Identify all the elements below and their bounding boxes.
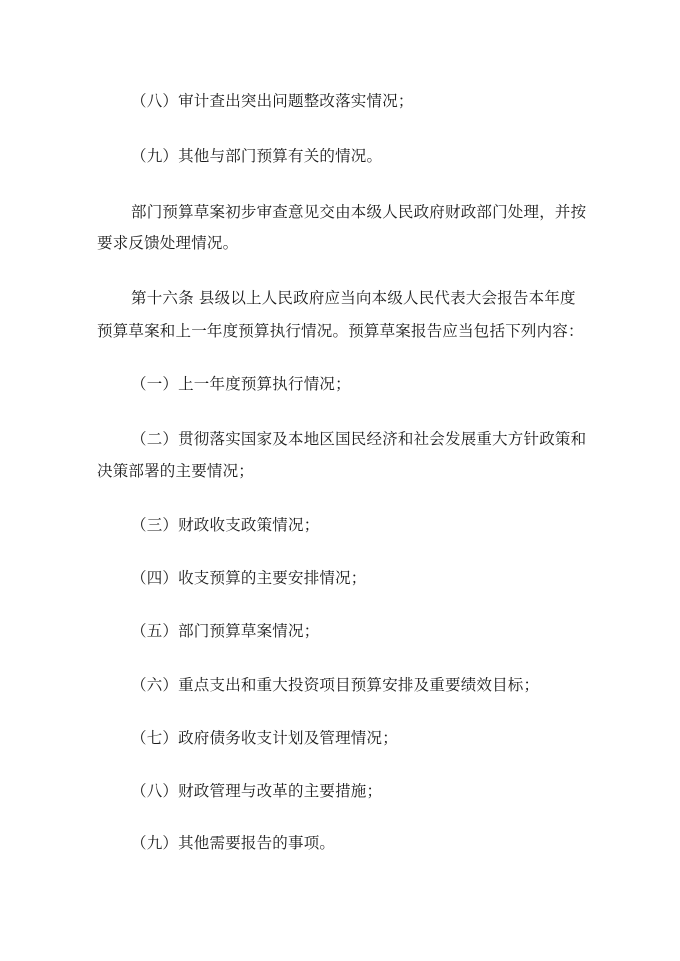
article-16-line-2: 预算草案和上一年度预算执行情况。预算草案报告应当包括下列内容： bbox=[97, 322, 584, 340]
list-item-fiscal-reform: （八）财政管理与改革的主要措施； bbox=[131, 782, 383, 800]
paragraph-review-line-2: 要求反馈处理情况。 bbox=[97, 234, 239, 252]
list-item-fiscal-policy: （三）财政收支政策情况； bbox=[131, 516, 320, 534]
list-item-government-debt: （七）政府债务收支计划及管理情况； bbox=[131, 729, 398, 747]
list-item-other-matters: （九）其他需要报告的事项。 bbox=[131, 834, 336, 852]
list-item-department-budget-draft: （五）部门预算草案情况； bbox=[131, 622, 320, 640]
article-16-line-1: 第十六条 县级以上人民政府应当向本级人民代表大会报告本年度 bbox=[131, 289, 576, 307]
list-item-audit-rectification: （八）审计查出突出问题整改落实情况； bbox=[131, 92, 414, 110]
list-item-budget-arrangement: （四）收支预算的主要安排情况； bbox=[131, 569, 367, 587]
paragraph-review-line-1: 部门预算草案初步审查意见交由本级人民政府财政部门处理，并按 bbox=[131, 203, 587, 221]
list-item-previous-year-execution: （一）上一年度预算执行情况； bbox=[131, 375, 351, 393]
list-item-policy-implementation-line-1: （二）贯彻落实国家及本地区国民经济和社会发展重大方针政策和 bbox=[131, 430, 587, 448]
list-item-key-expenditure: （六）重点支出和重大投资项目预算安排及重要绩效目标； bbox=[131, 676, 540, 694]
list-item-policy-implementation-line-2: 决策部署的主要情况； bbox=[97, 462, 255, 480]
list-item-other-department-budget: （九）其他与部门预算有关的情况。 bbox=[131, 147, 383, 165]
